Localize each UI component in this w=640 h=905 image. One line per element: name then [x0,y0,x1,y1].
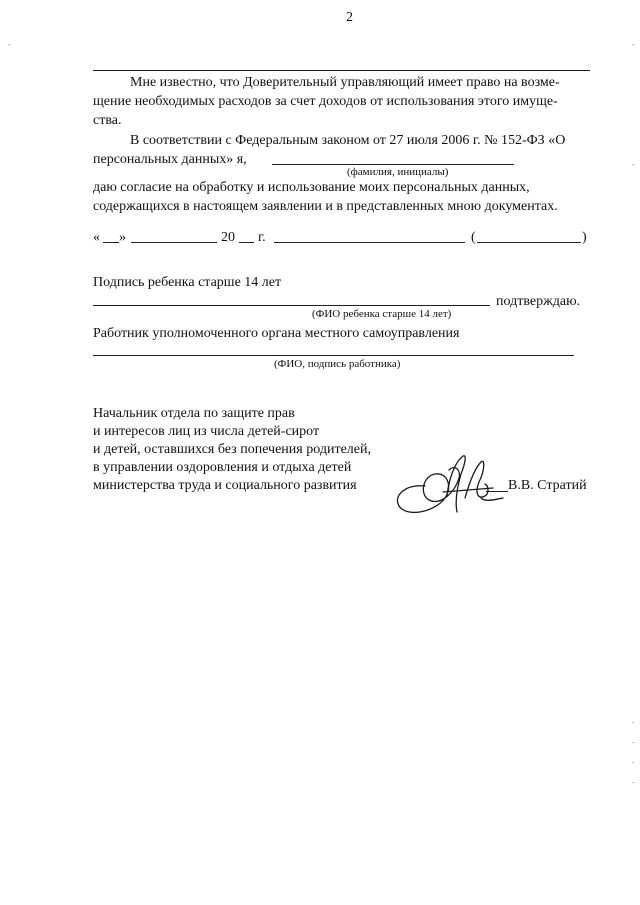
day-blank [103,242,119,243]
scan-mark [632,742,634,743]
close-paren: ) [582,230,587,245]
date-open-quote: « [93,230,100,245]
paragraph2-line4: содержащихся в настоящем заявлении и в представленных мною документах. [93,199,558,214]
date-close-quote: » [119,230,126,245]
paragraph1-line1: Мне известно, что Доверительный управляющий имеет право на возме- [130,75,560,90]
paragraph2-line2: персональных данных» я, [93,152,247,167]
month-blank [131,242,217,243]
page-number: 2 [346,10,353,25]
name-caption: (фамилия, инициалы) [347,166,449,178]
initials-blank [477,242,581,243]
scan-mark [8,44,10,45]
year-suffix: г. [258,230,266,245]
scan-mark [632,44,634,45]
footer-line3: и детей, оставшихся без попечения родителей, [93,442,371,457]
signer-rule [486,491,508,492]
footer-line2: и интересов лиц из числа детей-сирот [93,424,320,439]
year-prefix: 20 [221,230,235,245]
footer-line5: министерства труда и социального развития [93,478,357,493]
open-paren: ( [471,230,476,245]
top-rule [93,70,590,71]
name-blank [272,164,514,165]
child-signature-label: Подпись ребенка старше 14 лет [93,275,282,290]
scan-mark [632,722,634,723]
scan-mark [632,782,634,783]
paragraph2-line3: даю согласие на обработку и использование моих персональных данных, [93,180,530,195]
scan-mark [632,762,634,763]
child-caption: (ФИО ребенка старше 14 лет) [312,308,452,320]
child-confirm-text: подтверждаю. [496,294,581,309]
handwritten-signature [385,448,515,520]
worker-caption: (ФИО, подпись работника) [274,358,401,370]
signature-blank [274,242,465,243]
paragraph2-line1: В соответствии с Федеральным законом от 27 июля 2006 г. № 152-ФЗ «О [130,133,566,148]
paragraph1-line2: щение необходимых расходов за счет доходов от использования этого имуще- [93,94,558,109]
paragraph1-line3: ства. [93,113,122,128]
footer-line4: в управлении оздоровления и отдыха детей [93,460,352,475]
scan-mark [632,164,634,165]
year-blank [239,242,254,243]
footer-line1: Начальник отдела по защите прав [93,406,295,421]
worker-blank [93,355,574,356]
signer-name: В.В. Стратий [508,478,587,493]
child-signature-blank [93,305,490,306]
worker-label: Работник уполномоченного органа местного самоуправления [93,326,460,341]
